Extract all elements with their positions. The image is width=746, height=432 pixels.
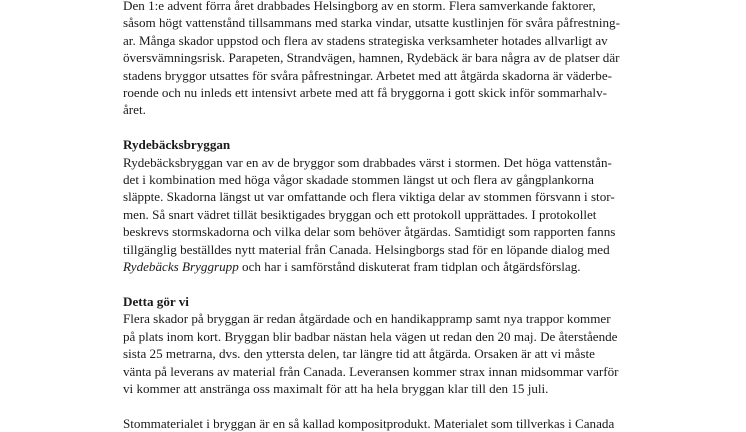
paragraph-gap bbox=[123, 275, 643, 292]
text-line: sista 25 metrarna, dvs. den yttersta delen, tar längre tid att åtgärda. Orsaken är att vi måste bbox=[123, 346, 595, 362]
paragraph-gap bbox=[123, 119, 643, 136]
text-line: men. Så snart vädret tillät besiktigades bryggan och ett protokoll upprättades. I protokollet bbox=[123, 206, 597, 222]
paragraph-gap bbox=[123, 397, 643, 414]
section-detta-gor-vi bbox=[123, 293, 643, 397]
text-line: det i kombination med höga vågor skadade stommen längst ut och flera av gångplankorna bbox=[123, 172, 594, 188]
text-line: Stommaterialet i bryggan är en så kallad kompositprodukt. Materialet som tillverkas i Canada bbox=[123, 415, 615, 431]
text-line: på plats inom kort. Bryggan blir badbar nästan hela vägen ut redan den 20 maj. De återstående bbox=[123, 328, 618, 344]
text-line: släppte. Skadorna längst ut var omfattande och flera viktiga delar av stommen försvann i stor- bbox=[123, 189, 615, 205]
text-line: roende och nu inleds ett intensivt arbete med att få bryggorna i gott skick inför sommarhalv- bbox=[123, 85, 607, 101]
document-body bbox=[123, 0, 643, 432]
text-line: översvämningsrisk. Parapeten, Strandvägen, hamnen, Rydebäck är bara några av de platser där bbox=[123, 50, 620, 66]
text-line: tillgänglig beställdes nytt material från Canada. Helsingborgs stad för en löpande dialog med bbox=[123, 241, 610, 257]
text-line: Rydebäcksbryggan var en av de bryggor som drabbades värst i stormen. Det höga vattenstån- bbox=[123, 154, 612, 170]
section-rydebacksbryggan bbox=[123, 136, 643, 275]
text-line: vi kommer att anstränga oss maximalt för att ha hela bryggan klar till den 15 juli. bbox=[123, 380, 549, 396]
text-line-mixed bbox=[123, 258, 643, 275]
text-line: vänta på leverans av material från Canada. Leveransen kommer strax innan midsommar varför bbox=[123, 363, 619, 379]
text-line: ar. Många skador uppstod och flera av stadens strategiska verksamheter hotades allvarligt av bbox=[123, 32, 608, 48]
text-line: stadens bryggor utsattes för svåra påfrestningar. Arbetet med att åtgärda skadorna är väderbe- bbox=[123, 67, 613, 83]
text-line: Flera skador på bryggan är redan åtgärdade och en handikappramp samt nya trappor kommer bbox=[123, 311, 611, 327]
text-line: beskrevs stormskadorna och vilka delar som behöver åtgärdas. Samtidigt som rapporten fanns bbox=[123, 224, 616, 240]
text-line: såsom högt vattenstånd tillsammans med starka vindar, utsatte kustlinjen för svåra påfrestning- bbox=[123, 15, 620, 31]
intro-paragraph bbox=[123, 0, 643, 119]
final-paragraph bbox=[123, 415, 643, 432]
text-fragment: och har i samförstånd diskuterat fram tidplan och åtgärdsförslag. bbox=[238, 259, 581, 275]
section-heading: Rydebäcksbryggan bbox=[123, 137, 231, 153]
italic-name: Rydebäcks Bryggrupp bbox=[123, 259, 239, 275]
text-line: Den 1:e advent förra året drabbades Helsingborg av en storm. Flera samverkande faktorer, bbox=[123, 0, 596, 13]
text-line: året. bbox=[123, 102, 146, 118]
section-heading: Detta gör vi bbox=[123, 293, 189, 309]
